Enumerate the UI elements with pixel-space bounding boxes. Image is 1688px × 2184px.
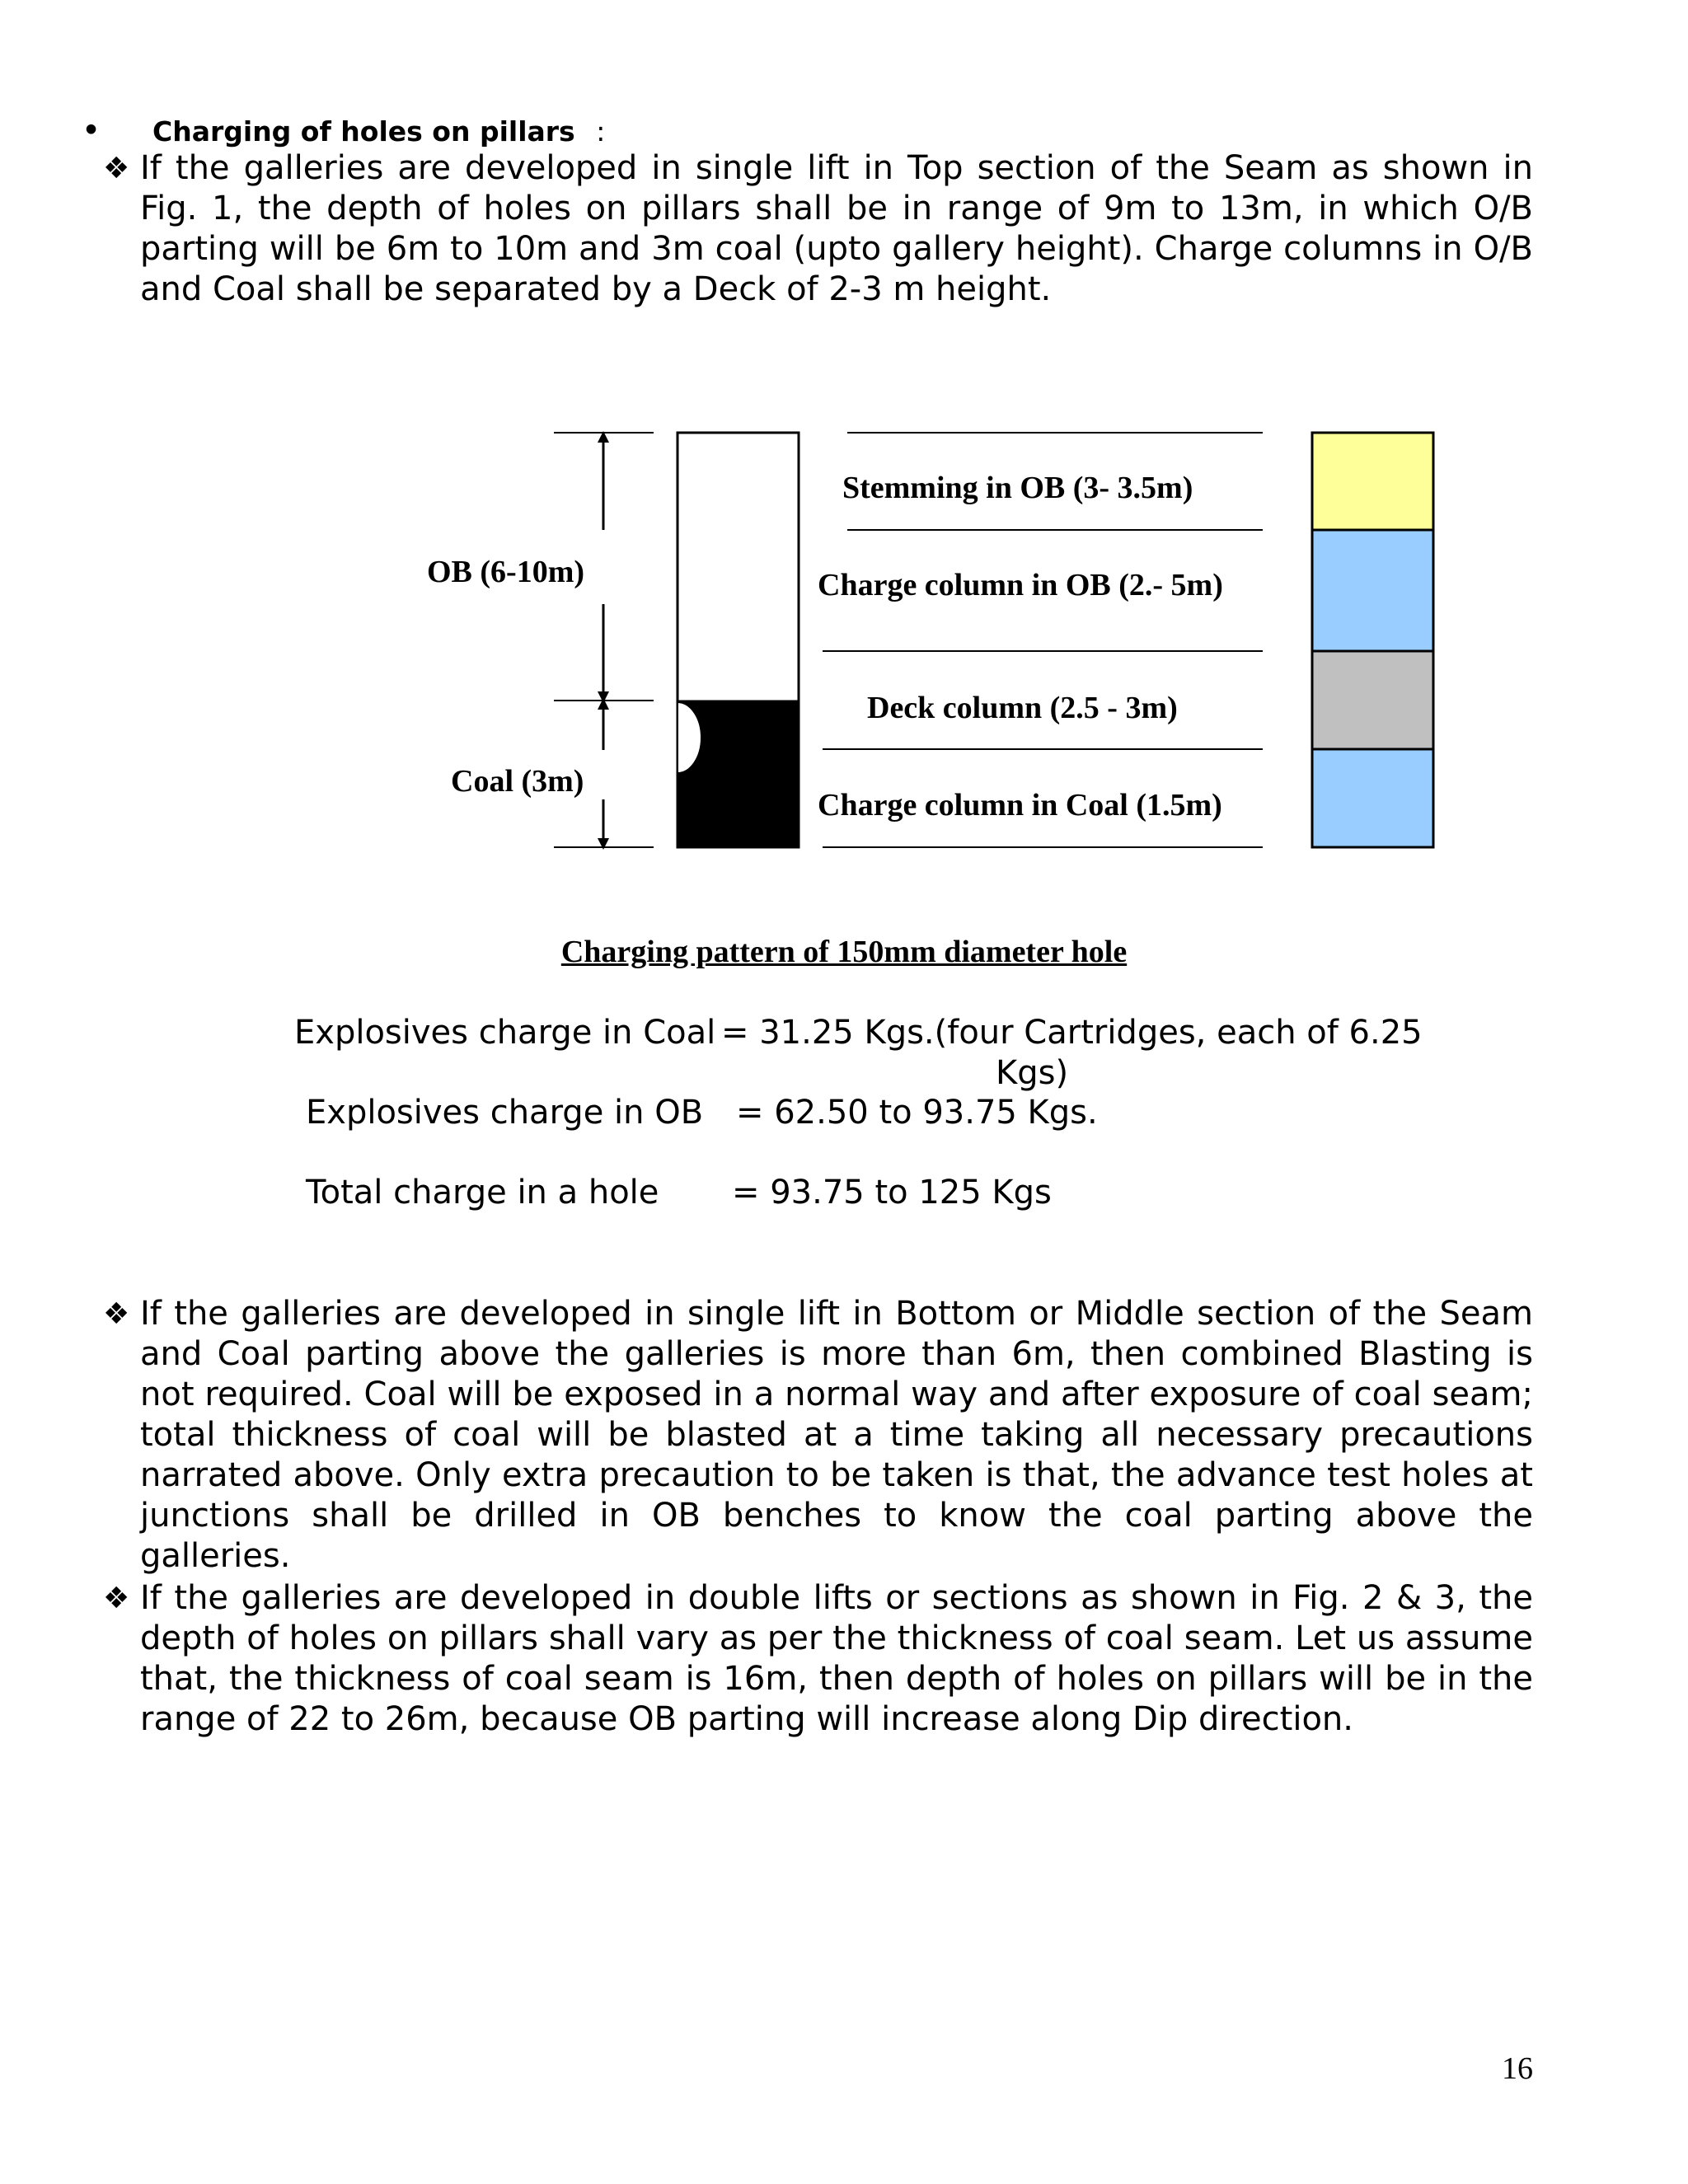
coal-charge-value: = 31.25 Kgs.(four Cartridges, each of 6.25 bbox=[721, 1014, 1423, 1052]
paragraph-3-text: If the galleries are developed in double lifts or sections as shown in Fig. 2 & 3, the depth of holes on pillars shall vary as per the thickness of coal seam. Let us assume that, the thickness of coal seam is 16m, then depth of holes on pillars will be in the range of 22 to 26m, because OB parting will increase along Dip direction. bbox=[140, 1579, 1533, 1738]
heading-colon: : bbox=[596, 115, 606, 148]
legend-charge-ob bbox=[1312, 530, 1433, 651]
charging-diagram bbox=[0, 0, 1688, 923]
coal-charge-value-cont: Kgs) bbox=[996, 1054, 1069, 1092]
paragraph-3 bbox=[103, 1578, 1533, 1740]
label-charge-coal: Charge column in Coal (1.5m) bbox=[818, 788, 1222, 823]
diamond-bullet-icon: ❖ bbox=[103, 152, 130, 185]
paragraph-2-text: If the galleries are developed in single lift in Bottom or Middle section of the Seam and Coal parting above the galleries is more than 6m, then combined Blasting is not required. Coal will be exposed in a normal way and after exposure of coal seam; total thickness of coal will be blasted at a time taking all necessary precautions narrated above. Only extra precaution to be taken is that, the advance test holes at junctions shall be drilled in OB benches to know the coal parting above the galleries. bbox=[140, 1295, 1533, 1575]
coal-charge-label: Explosives charge in Coal bbox=[294, 1014, 716, 1052]
label-ob-dimension: OB (6-10m) bbox=[427, 555, 585, 589]
label-stemming: Stemming in OB (3- 3.5m) bbox=[842, 471, 1193, 505]
legend-stemming bbox=[1312, 433, 1433, 530]
ob-charge-label: Explosives charge in OB bbox=[306, 1094, 704, 1132]
diamond-bullet-icon: ❖ bbox=[103, 1582, 130, 1615]
page-number: 16 bbox=[1502, 2051, 1533, 2086]
diagram-caption: Charging pattern of 150mm diameter hole bbox=[560, 935, 1128, 969]
label-coal-dimension: Coal (3m) bbox=[451, 764, 584, 799]
legend-deck bbox=[1312, 651, 1433, 749]
total-charge-value: = 93.75 to 125 Kgs bbox=[732, 1174, 1052, 1212]
bullet-dot: • bbox=[82, 114, 101, 146]
paragraph-1-text: If the galleries are developed in single lift in Top section of the Seam as shown in Fig. 1, the depth of holes on pillars shall be in range of 9m to 13m, in which O/B parting will be 6m to 10m and 3m coal (upto gallery height). Charge columns in O/B and Coal shall be separated by a Deck of 2-3 m height. bbox=[140, 149, 1533, 308]
label-charge-ob: Charge column in OB (2.- 5m) bbox=[818, 568, 1223, 602]
hole-ob-section bbox=[678, 433, 799, 701]
ob-charge-value: = 62.50 to 93.75 Kgs. bbox=[736, 1094, 1098, 1132]
total-charge-label: Total charge in a hole bbox=[306, 1174, 659, 1212]
legend-charge-coal bbox=[1312, 749, 1433, 847]
diamond-bullet-icon: ❖ bbox=[103, 1297, 130, 1331]
heading-text: Charging of holes on pillars bbox=[152, 115, 575, 148]
label-deck: Deck column (2.5 - 3m) bbox=[867, 691, 1178, 725]
paragraph-2 bbox=[103, 1294, 1533, 1577]
